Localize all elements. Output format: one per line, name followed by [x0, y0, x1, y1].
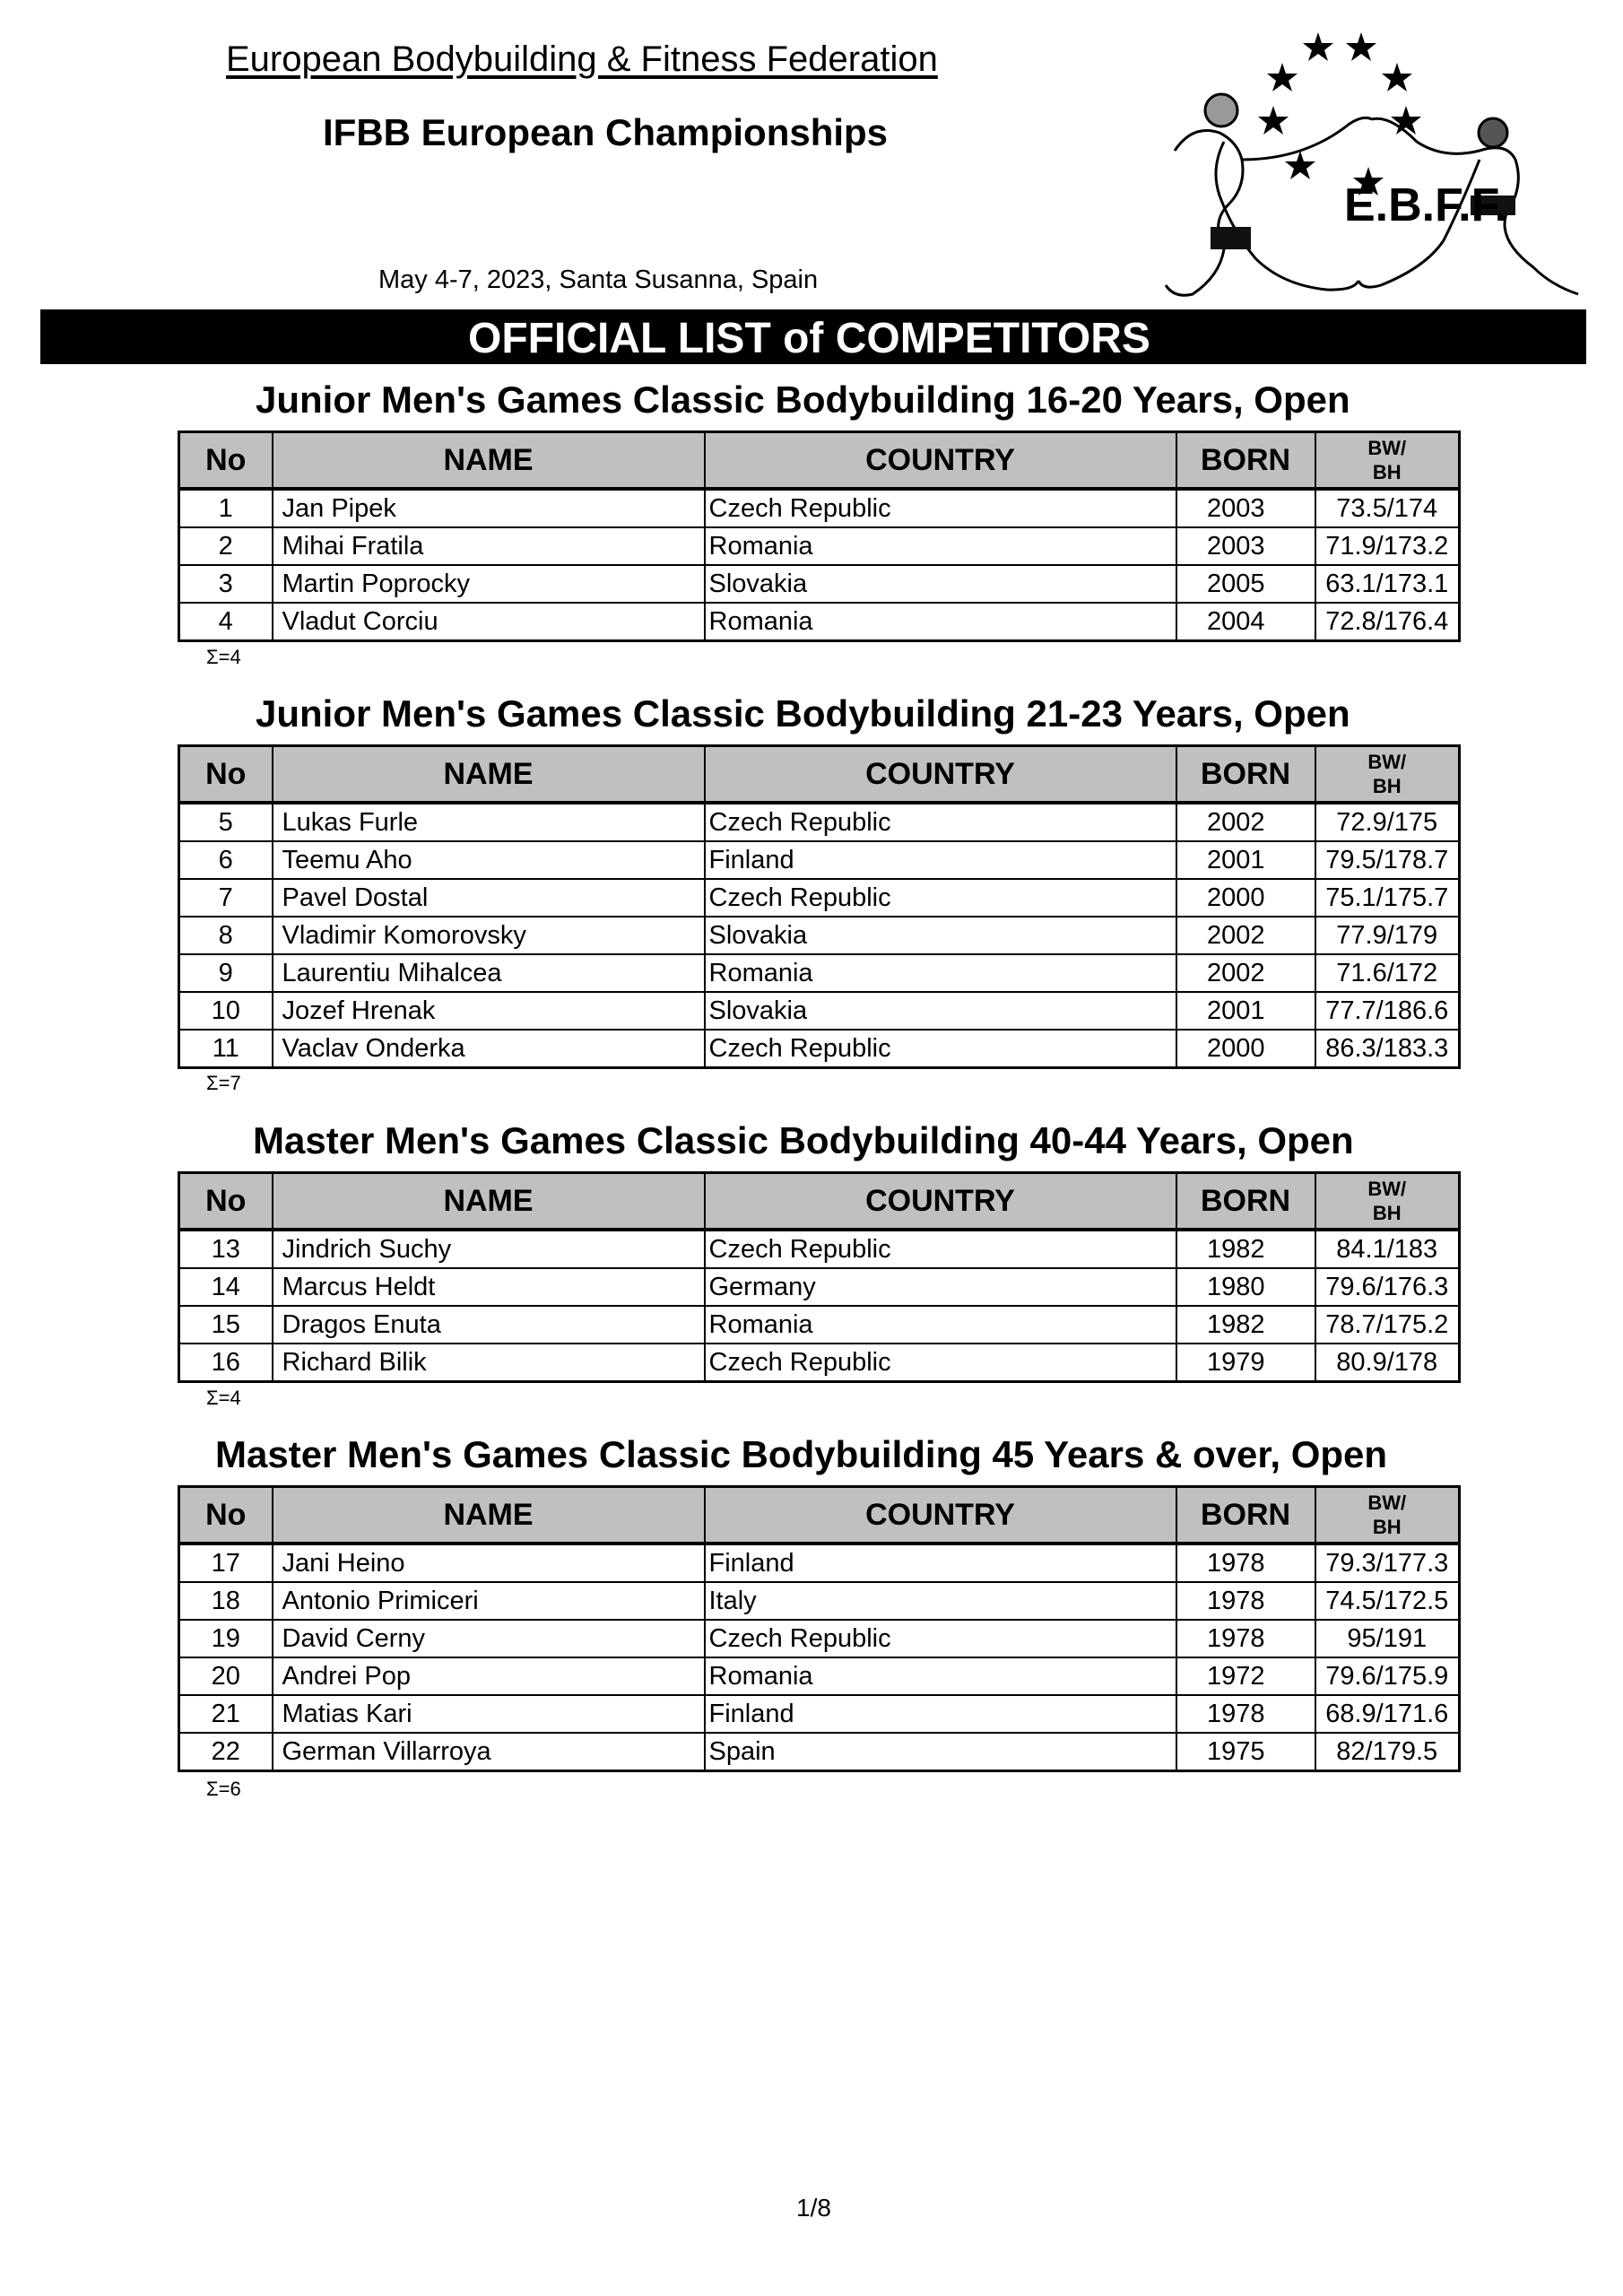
- table-row: 3 Martin Poprocky Slovakia 2005 63.1/173.1: [179, 565, 1460, 603]
- col-bwbh-header: BW/ BH: [1315, 432, 1460, 490]
- col-no-header: No: [179, 746, 273, 804]
- col-name-header: NAME: [273, 746, 705, 804]
- competitors-table: [178, 1485, 1461, 1772]
- col-bwbh-header: BW/ BH: [1315, 1487, 1460, 1544]
- table-row: 5 Lukas Furle Czech Republic 2002 72.9/175: [179, 803, 1460, 841]
- table-row: 17 Jani Heino Finland 1978 79.3/177.3: [179, 1544, 1460, 1582]
- section-title: Junior Men's Games Classic Bodybuilding 21-23 Years, Open: [256, 692, 1350, 735]
- col-born-header: BORN: [1176, 432, 1315, 490]
- table-row: 15 Dragos Enuta Romania 1982 78.7/175.2: [179, 1306, 1460, 1344]
- table-row: 22 German Villarroya Spain 1975 82/179.5: [179, 1733, 1460, 1771]
- col-name-header: NAME: [273, 1487, 705, 1544]
- competitor-count: Σ=4: [206, 1387, 241, 1409]
- table-row: 14 Marcus Heldt Germany 1980 79.6/176.3: [179, 1268, 1460, 1306]
- competitors-table: [178, 1171, 1461, 1383]
- competitor-count: Σ=6: [206, 1778, 241, 1800]
- table-row: 8 Vladimir Komorovsky Slovakia 2002 77.9/179: [179, 917, 1460, 954]
- col-country-header: COUNTRY: [705, 432, 1176, 490]
- table-row: 9 Laurentiu Mihalcea Romania 2002 71.6/172: [179, 954, 1460, 992]
- table-row: 18 Antonio Primiceri Italy 1978 74.5/172.5: [179, 1582, 1460, 1620]
- banner-title: OFFICIAL LIST of COMPETITORS: [468, 315, 1150, 362]
- col-born-header: BORN: [1176, 1173, 1315, 1231]
- competitors-table: [178, 744, 1461, 1069]
- official-list-banner: [40, 309, 1586, 364]
- ebff-logo: [1157, 25, 1587, 312]
- table-row: 21 Matias Kari Finland 1978 68.9/171.6: [179, 1695, 1460, 1733]
- event-date-place: May 4-7, 2023, Santa Susanna, Spain: [378, 265, 819, 294]
- col-country-header: COUNTRY: [705, 1173, 1176, 1231]
- table-row: 7 Pavel Dostal Czech Republic 2000 75.1/175.7: [179, 879, 1460, 917]
- section-title: Master Men's Games Classic Bodybuilding 40-44 Years, Open: [253, 1119, 1354, 1161]
- table-row: 4 Vladut Corciu Romania 2004 72.8/176.4: [179, 603, 1460, 641]
- section-title: Junior Men's Games Classic Bodybuilding 16-20 Years, Open: [256, 378, 1350, 421]
- table-row: 10 Jozef Hrenak Slovakia 2001 77.7/186.6: [179, 992, 1460, 1030]
- col-country-header: COUNTRY: [705, 1487, 1176, 1544]
- section-title: Master Men's Games Classic Bodybuilding 45 Years & over, Open: [215, 1433, 1388, 1475]
- col-bwbh-header: BW/ BH: [1315, 746, 1460, 804]
- table-row: 16 Richard Bilik Czech Republic 1979 80.9/178: [179, 1344, 1460, 1382]
- table-row: 19 David Cerny Czech Republic 1978 95/191: [179, 1620, 1460, 1657]
- table-row: 11 Vaclav Onderka Czech Republic 2000 86.3/183.3: [179, 1030, 1460, 1068]
- competitor-count: Σ=7: [206, 1072, 241, 1094]
- table-row: 2 Mihai Fratila Romania 2003 71.9/173.2: [179, 527, 1460, 565]
- col-name-header: NAME: [273, 432, 705, 490]
- table-row: 13 Jindrich Suchy Czech Republic 1982 84.1/183: [179, 1230, 1460, 1268]
- col-name-header: NAME: [273, 1173, 705, 1231]
- table-row: 20 Andrei Pop Romania 1972 79.6/175.9: [179, 1657, 1460, 1695]
- competitors-table: [178, 430, 1461, 642]
- col-no-header: No: [179, 432, 273, 490]
- competitor-count: Σ=4: [206, 646, 241, 668]
- page-number: 1/8: [796, 2194, 831, 2222]
- svg-text:E.B.F.F.: E.B.F.F.: [1343, 179, 1508, 231]
- table-row: 6 Teemu Aho Finland 2001 79.5/178.7: [179, 841, 1460, 879]
- col-born-header: BORN: [1176, 1487, 1315, 1544]
- col-bwbh-header: BW/ BH: [1315, 1173, 1460, 1231]
- col-no-header: No: [179, 1173, 273, 1231]
- table-row: 1 Jan Pipek Czech Republic 2003 73.5/174: [179, 489, 1460, 527]
- event-title: IFBB European Championships: [323, 111, 889, 153]
- col-country-header: COUNTRY: [705, 746, 1176, 804]
- col-no-header: No: [179, 1487, 273, 1544]
- col-born-header: BORN: [1176, 746, 1315, 804]
- organization-title: European Bodybuilding & Fitness Federation: [226, 39, 938, 79]
